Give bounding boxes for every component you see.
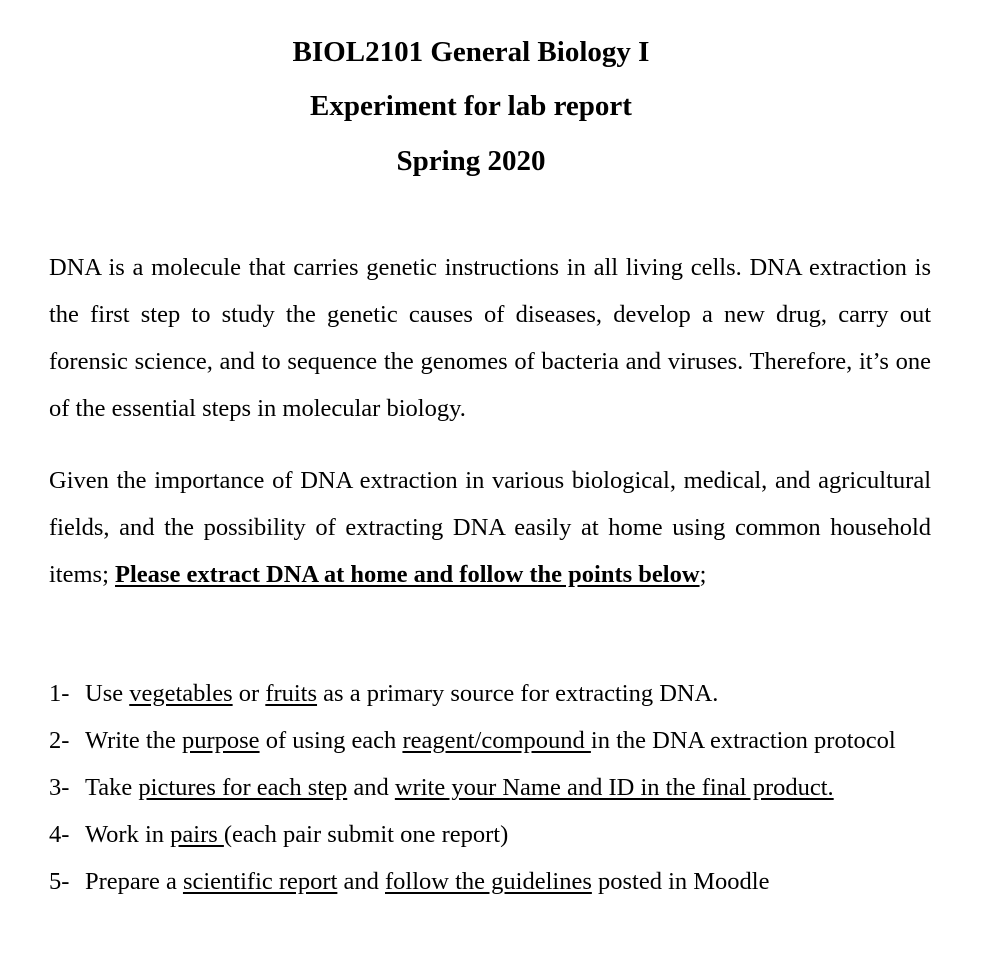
list-item — [49, 717, 949, 764]
instructions-paragraph — [49, 457, 931, 598]
list-item-text: (each pair submit one report) — [223, 821, 509, 848]
underlined-term: purpose — [181, 727, 260, 754]
underlined-term: follow the guidelines — [385, 868, 592, 895]
underlined-term: vegetables — [129, 680, 233, 707]
list-item — [49, 764, 949, 811]
underlined-term: pictures for each step — [138, 774, 348, 801]
list-item — [49, 811, 949, 858]
instructions-emphasis: Please extract DNA at home and follow the points below — [115, 561, 700, 588]
list-item-text: and — [347, 774, 395, 801]
list-item-text: or — [232, 680, 266, 707]
list-item-text: Prepare a — [85, 868, 183, 895]
list-item-text: and — [337, 868, 385, 895]
list-item-number: 2- — [49, 727, 70, 754]
instructions-tail: ; — [699, 561, 707, 588]
underlined-term: write your Name and ID in the final product. — [394, 774, 834, 801]
list-item-text: of using each — [259, 727, 403, 754]
term-label: Spring 2020 — [396, 145, 546, 177]
list-item-text: in the DNA extraction protocol — [590, 727, 896, 754]
underlined-term: pairs — [170, 821, 224, 848]
list-item-number: 3- — [49, 774, 70, 801]
list-item — [49, 858, 949, 905]
list-item-text: Use — [85, 680, 130, 707]
list-item — [49, 670, 949, 717]
list-item-text: posted in Moodle — [591, 868, 770, 895]
underlined-term: fruits — [265, 680, 318, 707]
requirements-list — [49, 670, 949, 905]
list-item-text: Work in — [85, 821, 171, 848]
course-title: BIOL2101 General Biology I — [292, 36, 650, 68]
list-item-number: 5- — [49, 868, 70, 895]
instructions-lead: Given the importance of DNA extraction in various biological, medical, and agricultural fields, and the possibility of extracting DNA easily at home using common household items; — [49, 467, 931, 588]
list-item-text: Write the — [85, 727, 182, 754]
document-subtitle: Experiment for lab report — [310, 90, 632, 122]
underlined-term: scientific report — [182, 868, 338, 895]
list-item-text: Take — [85, 774, 139, 801]
underlined-term: reagent/compound — [402, 727, 591, 754]
list-item-number: 1- — [49, 680, 70, 707]
list-item-text: as a primary source for extracting DNA. — [317, 680, 719, 707]
intro-paragraph: DNA is a molecule that carries genetic instructions in all living cells. DNA extraction is the first step to study the genetic causes of diseases, develop a new drug, carry out forensic science, and to sequence the genomes of bacteria and viruses. Therefore, it’s one of the essential steps in molecular biology. — [49, 254, 931, 422]
list-item-number: 4- — [49, 821, 70, 848]
